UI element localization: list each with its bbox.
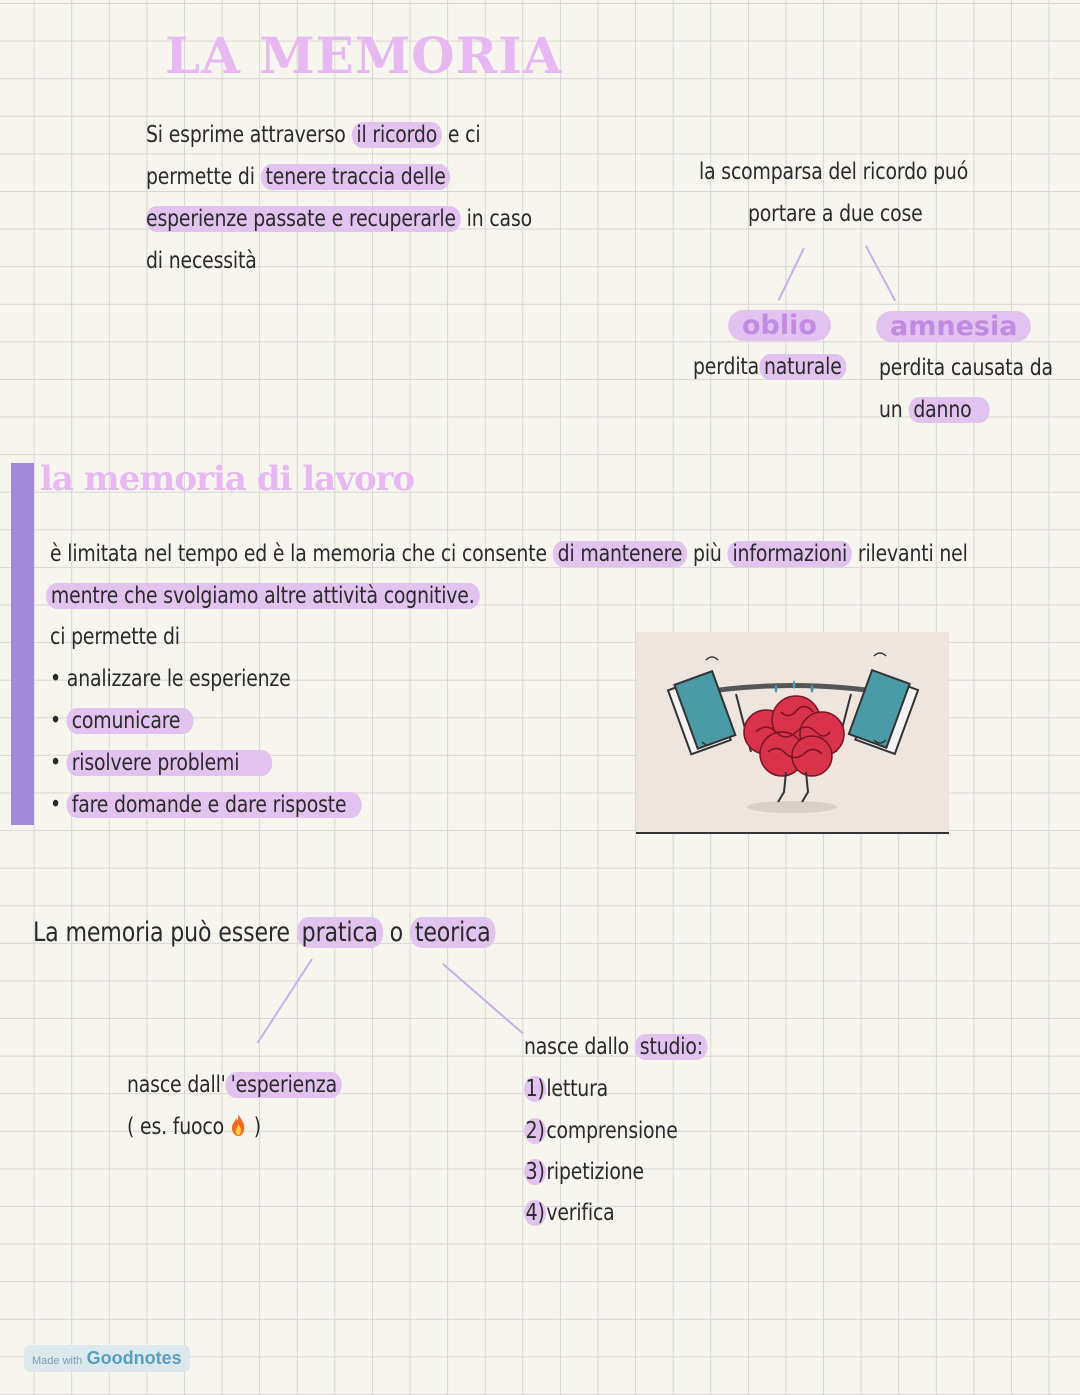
pratica-line-2 xyxy=(127,1113,261,1140)
highlight: 2) xyxy=(525,1118,545,1144)
highlight: naturale xyxy=(759,354,847,380)
intro-text: permette di xyxy=(146,164,255,190)
oblio-description xyxy=(693,354,847,380)
step-item xyxy=(524,1200,615,1226)
page-title: LA MEMORIA xyxy=(165,26,563,85)
step-item xyxy=(524,1076,608,1102)
bullet-item: • comunicare xyxy=(50,708,194,734)
highlight: studio: xyxy=(635,1034,708,1060)
text: un xyxy=(879,397,903,423)
text: La memoria può essere xyxy=(33,917,290,948)
step-item xyxy=(524,1159,644,1185)
highlight: teorica xyxy=(410,917,496,948)
intro-line-4: di necessità xyxy=(146,248,257,274)
text: verifica xyxy=(546,1200,615,1226)
highlight: fare domande e dare risposte xyxy=(67,792,361,818)
amnesia-label: amnesia xyxy=(876,311,1031,342)
bullet-item: • risolvere problemi xyxy=(50,750,272,776)
amnesia-description-1: perdita causata da xyxy=(879,355,1053,381)
highlight: risolvere problemi xyxy=(67,750,272,776)
lavoro-line-3: ci permette di xyxy=(50,624,180,650)
connector-line xyxy=(442,963,523,1034)
bullet-item: • fare domande e dare risposte xyxy=(50,792,361,818)
text: nasce dall' xyxy=(127,1072,226,1098)
connector-line xyxy=(257,958,313,1043)
highlight: 3) xyxy=(525,1159,545,1185)
text: ripetizione xyxy=(546,1159,644,1185)
amnesia-description-2 xyxy=(879,397,990,423)
intro-line-1 xyxy=(146,122,480,148)
text: o xyxy=(389,917,404,948)
section-heading: la memoria di lavoro xyxy=(40,459,415,499)
intro-line-3 xyxy=(146,206,532,232)
highlight: 1) xyxy=(525,1076,545,1102)
section-sidebar xyxy=(11,463,34,825)
bullet-text: analizzare le esperienze xyxy=(66,666,291,692)
highlight: mentre che svolgiamo altre attività cognitive. xyxy=(46,583,479,609)
highlight: 4) xyxy=(525,1200,545,1226)
text: rilevanti nel xyxy=(857,541,968,567)
goodnotes-watermark xyxy=(24,1345,190,1372)
intro-text: in caso xyxy=(466,206,533,232)
highlight: pratica xyxy=(297,917,383,948)
text: è limitata nel tempo ed è la memoria che ci consente xyxy=(50,541,547,567)
lavoro-line-1 xyxy=(50,541,968,567)
intro-text: e ci xyxy=(447,122,481,148)
highlight: esperienze passate e recuperarle xyxy=(146,206,461,232)
oblio-label: oblio xyxy=(728,310,831,341)
text: lettura xyxy=(546,1076,609,1102)
connector-line xyxy=(865,246,896,302)
text: perdita xyxy=(693,354,760,380)
lavoro-line-2 xyxy=(46,583,479,609)
text: ( es. fuoco xyxy=(127,1114,225,1140)
brain-icon xyxy=(636,632,949,832)
scomparsa-line-2: portare a due cose xyxy=(748,201,923,227)
highlight: il ricordo xyxy=(352,122,443,148)
highlight: 'esperienza xyxy=(226,1072,342,1098)
text: comprensione xyxy=(546,1118,678,1144)
fire-icon xyxy=(230,1113,248,1137)
text: più xyxy=(693,541,722,567)
intro-text: Si esprime attraverso xyxy=(146,122,346,148)
bullet-item: • analizzare le esperienze xyxy=(50,666,291,692)
highlight: tenere traccia delle xyxy=(261,164,451,190)
watermark-made-with: Made with xyxy=(32,1355,83,1367)
watermark-brand: Goodnotes xyxy=(86,1348,182,1368)
pratica-line-1 xyxy=(127,1072,342,1098)
highlight: di mantenere xyxy=(553,541,687,567)
connector-line xyxy=(778,248,805,301)
text: nasce dallo xyxy=(524,1034,630,1060)
intro-line-2 xyxy=(146,164,451,190)
highlight: informazioni xyxy=(728,541,852,567)
step-item xyxy=(524,1118,678,1144)
tipi-lead xyxy=(33,917,495,948)
text: ) xyxy=(253,1114,261,1140)
brain-weightlifting-illustration xyxy=(636,632,949,834)
highlight: comunicare xyxy=(67,708,194,734)
scomparsa-line-1: la scomparsa del ricordo puó xyxy=(699,159,969,185)
teorica-line-1 xyxy=(524,1034,708,1060)
highlight: danno xyxy=(908,397,989,423)
